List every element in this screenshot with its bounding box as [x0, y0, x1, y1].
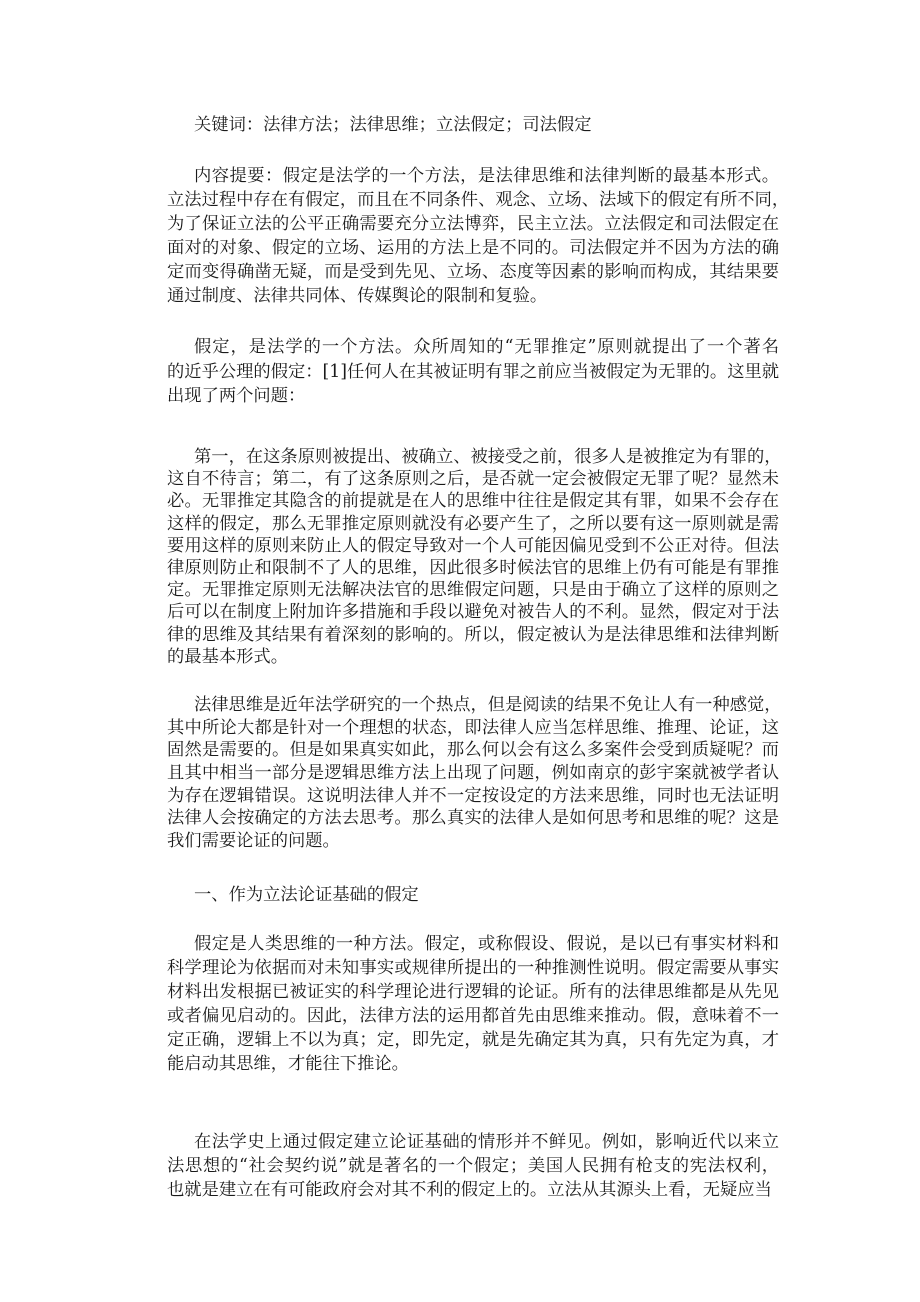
text-line: 为存在逻辑错误。这说明法律人并不一定按设定的方法来思维，同时也无法证明 [167, 785, 779, 806]
text-line: 且其中相当一部分是逻辑思维方法上出现了问题，例如南京的彭宇案就被学者认 [167, 763, 779, 784]
paragraph-legal-thinking [167, 694, 782, 853]
text-line: 面对的对象、假定的立场、运用的方法上是不同的。司法假定并不因为方法的确 [167, 238, 779, 258]
text-line: 要用这样的原则来防止人的假定导致对一个人可能因偏见受到不公正对待。但法 [167, 535, 779, 556]
text-line: 律原则防止和限制不了人的思维，因此很多时候法官的思维上仍有可能是有罪推 [167, 557, 779, 578]
text-line: 后可以在制度上附加许多措施和手段以避免对被告人的不利。显然，假定对于法 [167, 602, 779, 623]
text-line: 材料出发根据已被证实的科学理论进行逻辑的论证。所有的法律思维都是从先见 [167, 982, 779, 1002]
text-line: 一、作为立法论证基础的假定 [194, 885, 419, 905]
text-line: 科学理论为依据而对未知事实或规律所提出的一种推测性说明。假定需要从事实 [167, 958, 779, 978]
section-heading [167, 883, 779, 907]
text-line: 必。无罪推定其隐含的前提就是在人的思维中往往是假定其有罪，如果不会存在 [167, 491, 779, 512]
text-line: 假定是人类思维的一种方法。假定，或称假设、假说，是以已有事实材料和 [194, 934, 779, 954]
text-line: 其中所论大都是针对一个理想的状态，即法律人应当怎样思维、推理、论证，这 [167, 717, 779, 738]
text-line: 或者偏见启动的。因此，法律方法的运用都首先由思维来推动。假，意味着不一 [167, 1006, 779, 1026]
paragraph-keywords [167, 113, 779, 137]
text-line: 能启动其思维，才能往下推论。 [167, 1054, 409, 1074]
text-line: 通过制度、法律共同体、传媒舆论的限制和复验。 [167, 286, 548, 306]
text-line: 法律人会按确定的方法去思考。那么真实的法律人是如何思考和思维的呢？这是 [167, 808, 779, 829]
text-line: 假定，是法学的一个方法。众所周知的“无罪推定”原则就提出了一个著名 [194, 337, 779, 357]
paragraph-abstract [167, 164, 790, 308]
text-line: 法思想的“社会契约说”就是著名的一个假定；美国人民拥有枪支的宪法权利， [167, 1156, 779, 1176]
text-line: 律的思维及其结果有着深刻的影响的。所以，假定被认为是法律思维和法律判断 [167, 624, 779, 645]
paragraph-assumption-method [167, 932, 779, 1076]
text-line: 这样的假定，那么无罪推定原则就没有必要产生了，之所以要有这一原则就是需 [167, 513, 779, 534]
text-line: 固然是需要的。但是如果真实如此，那么何以会有这么多案件会受到质疑呢？而 [167, 740, 779, 761]
text-line: 定。无罪推定原则无法解决法官的思维假定问题，只是由于确立了这样的原则之 [167, 580, 779, 601]
text-line: 法律思维是近年法学研究的一个热点，但是阅读的结果不免让人有一种感觉， [194, 695, 782, 715]
text-line: 为了保证立法的公平正确需要充分立法博弈，民主立法。立法假定和司法假定在 [167, 214, 779, 234]
text-line: 出现了两个问题： [167, 386, 306, 406]
text-line: 立法过程中存在有假定，而且在不同条件、观念、立场、法域下的假定有所不同， [167, 190, 790, 210]
text-line: 内容提要：假定是法学的一个方法，是法律思维和法律判断的最基本形式。 [194, 166, 779, 186]
paragraph-problems [167, 446, 782, 668]
text-line: 关键词：法律方法；法律思维；立法假定；司法假定 [194, 115, 592, 135]
text-line: 定正确，逻辑上不以为真；定，即先定，就是先确定其为真，只有先定为真，才 [167, 1030, 779, 1050]
paragraph-intro [167, 335, 779, 409]
text-line: 的最基本形式。 [167, 646, 288, 667]
text-line: 我们需要论证的问题。 [167, 831, 340, 852]
text-line: 的近乎公理的假定：[1]任何人在其被证明有罪之前应当被假定为无罪的。这里就 [167, 361, 780, 382]
text-line: 这自不待言；第二，有了这条原则之后，是否就一定会被假定无罪了呢？显然未 [167, 469, 779, 490]
text-line: 第一，在这条原则被提出、被确立、被接受之前，很多人是被推定为有罪的， [194, 447, 782, 467]
text-line: 定而变得确凿无疑，而是受到先见、立场、态度等因素的影响而构成，其结果要 [167, 262, 779, 282]
text-line: 在法学史上通过假定建立论证基础的情形并不鲜见。例如，影响近代以来立 [194, 1132, 779, 1152]
paragraph-history [167, 1130, 779, 1202]
text-line: 也就是建立在有可能政府会对其不利的假定上的。立法从其源头上看，无疑应当 [167, 1180, 772, 1200]
